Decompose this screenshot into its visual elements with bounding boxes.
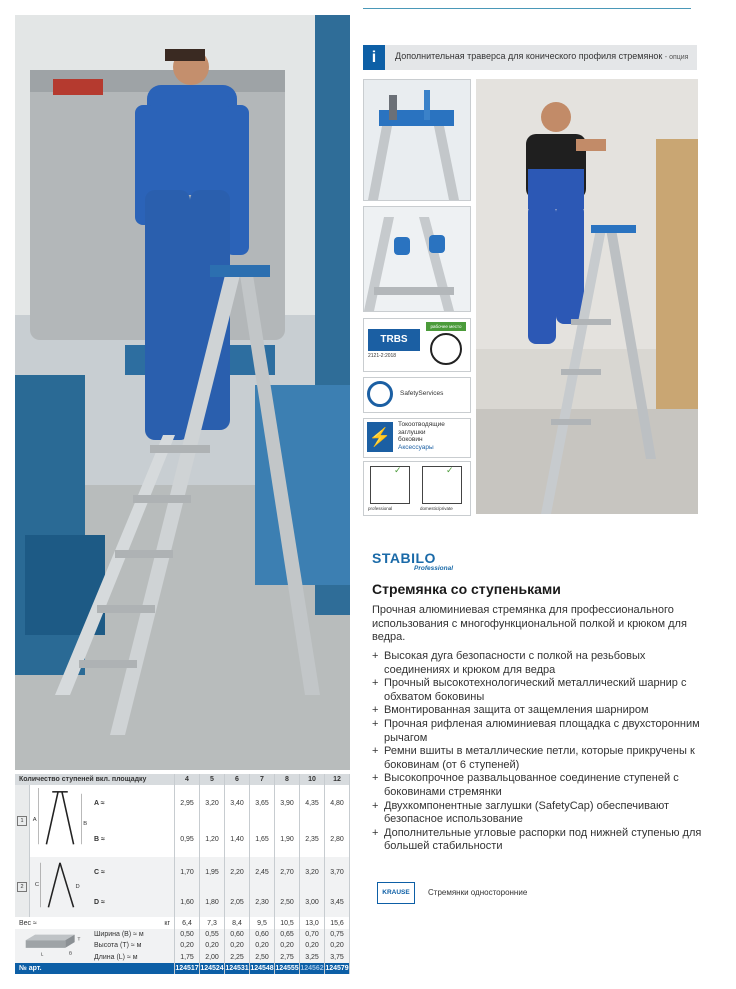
dim-a: A <box>32 816 37 823</box>
cell: 2,30 <box>250 887 275 917</box>
cell: 0,70 <box>300 929 325 940</box>
product-title: Стремянка со ступеньками <box>372 581 561 597</box>
group-2 <box>15 857 30 917</box>
group-2-number: 2 <box>17 882 27 892</box>
dim-b: B <box>83 820 88 827</box>
thumb-platform <box>363 206 471 312</box>
use-domestic: domestic/private <box>420 506 453 511</box>
cell: 1,80 <box>200 887 225 917</box>
cell: 0,50 <box>175 929 200 940</box>
secondary-photo <box>476 79 698 514</box>
step-count: 6 <box>225 774 250 785</box>
pack-label-text: Ширина (B) ≈ <box>94 931 137 939</box>
cell: 2,50 <box>250 952 275 963</box>
trbs-sub: 2121-2:2018 <box>368 353 397 359</box>
conductive-line2: заглушки <box>398 428 426 436</box>
safety-services-icon <box>367 381 393 407</box>
conductive-line1: Токоотводящие <box>398 421 445 428</box>
weight-label <box>15 917 175 929</box>
trbs-note: рабочее место <box>426 322 466 331</box>
weight-label-text: Вес ≈ <box>19 919 37 927</box>
cell: 2,70 <box>275 857 300 887</box>
cell: 1,20 <box>200 821 225 857</box>
step-count: 7 <box>250 774 275 785</box>
table-header-row <box>15 774 350 785</box>
cell: 3,90 <box>275 785 300 821</box>
safety-services-label: SafetyServices <box>400 390 444 397</box>
cell: 0,20 <box>300 940 325 951</box>
feature-item: + Высокопрочное развальцованное соединение ступеней с боковинами стремянки <box>372 772 712 799</box>
cell: 3,40 <box>225 785 250 821</box>
safety-services <box>363 377 471 413</box>
dim-l: L <box>40 951 43 957</box>
info-caption: Дополнительная траверса для конического профиля стремянок <box>395 51 663 61</box>
pack-label <box>90 940 175 951</box>
cell: 0,60 <box>225 929 250 940</box>
cell: 1,75 <box>175 952 200 963</box>
ladder-diagram-1 <box>30 785 91 857</box>
cell: 0,65 <box>275 929 300 940</box>
usage-icons <box>363 461 471 516</box>
cell: 7,3 <box>200 917 225 929</box>
cell: 3,20 <box>200 785 225 821</box>
article-label: № арт. <box>15 963 175 974</box>
cell: 2,75 <box>275 952 300 963</box>
info-text <box>395 51 688 61</box>
feature-item: + Прочная рифленая алюминиевая площадка с двухсторонним рычагом <box>372 718 712 745</box>
cell: 0,20 <box>175 940 200 951</box>
use-professional: professional <box>368 506 393 511</box>
feature-item: + Двухкомпонентные заглушки (SafetyCap) обеспечивают безопасное использование <box>372 800 712 827</box>
pack-label <box>90 929 175 940</box>
top-rule <box>363 8 691 9</box>
worker-icon <box>430 333 462 365</box>
cell: 0,55 <box>200 929 225 940</box>
conductive-line3: боковин <box>398 436 423 443</box>
cell: 0,20 <box>325 940 350 951</box>
dim-t: T <box>76 936 80 942</box>
row-label-c: C ≈ <box>90 857 175 887</box>
cell: 13,0 <box>300 917 325 929</box>
weight-unit: кг <box>164 919 170 927</box>
cell: 10,5 <box>275 917 300 929</box>
pack-label <box>90 952 175 963</box>
cell: 2,25 <box>225 952 250 963</box>
feature-item: + Прочный высокотехнологический металлический шарнир с обхватом боковины <box>372 677 712 704</box>
cell: 4,35 <box>300 785 325 821</box>
pack-label-text: Длина (L) ≈ <box>94 953 131 961</box>
conductive-caps <box>363 418 471 458</box>
cell: 0,20 <box>225 940 250 951</box>
pack-unit: м <box>138 931 144 939</box>
brand-sub: Professional <box>414 565 454 572</box>
feature-list <box>372 650 712 854</box>
krause-caption: Стремянки односторонние <box>428 888 528 897</box>
cell: 0,20 <box>275 940 300 951</box>
table-row <box>15 917 350 929</box>
product-lead: Прочная алюминиевая стремянка для профессионального использования с многофункциональной полкой и крюком для ведра. <box>372 604 687 643</box>
check-icon: ✓ <box>394 465 402 475</box>
cell: 6,4 <box>175 917 200 929</box>
cell: 1,95 <box>200 857 225 887</box>
brand-logo: STABILO <box>372 550 436 566</box>
cell: 3,75 <box>325 952 350 963</box>
article-number: 124524 <box>200 965 224 972</box>
row-label-a: A ≈ <box>90 785 175 821</box>
lightning-icon: ⚡ <box>367 422 393 452</box>
cell: 1,70 <box>175 857 200 887</box>
feature-item: + Ремни вшиты в металлические петли, которые прикручены к боковинам (от 6 ступеней) <box>372 745 712 772</box>
cell: 2,05 <box>225 887 250 917</box>
trbs-logo: TRBS <box>368 329 420 351</box>
article-number: 124517 <box>175 965 199 972</box>
group-1-number: 1 <box>17 816 27 826</box>
feature-item: + Дополнительные угловые распорки под нижней ступенью для большей стабильности <box>372 827 712 854</box>
pack-unit: м <box>132 953 138 961</box>
cell: 4,80 <box>325 785 350 821</box>
pack-label-text: Высота (T) ≈ <box>94 942 135 950</box>
main-photo <box>15 15 350 770</box>
spec-table <box>15 774 350 974</box>
cell: 2,95 <box>175 785 200 821</box>
info-icon: i <box>363 45 385 70</box>
cell: 2,20 <box>225 857 250 887</box>
table-row <box>15 785 350 821</box>
table-row <box>15 857 350 887</box>
domestic-icon <box>422 466 462 504</box>
check-icon: ✓ <box>446 465 454 475</box>
article-number: 124555 <box>275 965 299 972</box>
cell: 1,40 <box>225 821 250 857</box>
cell: 2,80 <box>325 821 350 857</box>
cell: 3,00 <box>300 887 325 917</box>
cell: 9,5 <box>250 917 275 929</box>
cell: 3,25 <box>300 952 325 963</box>
group-1 <box>15 785 30 857</box>
package-diagram <box>15 929 90 963</box>
cell: 8,4 <box>225 917 250 929</box>
cell: 2,45 <box>250 857 275 887</box>
cell: 1,90 <box>275 821 300 857</box>
row-label-d: D ≈ <box>90 887 175 917</box>
cell: 3,65 <box>250 785 275 821</box>
pack-unit: м <box>136 942 142 950</box>
krause-logo: KRAUSE <box>377 882 415 904</box>
article-number: 124579 <box>325 965 349 972</box>
step-count: 4 <box>175 774 200 785</box>
cell: 3,70 <box>325 857 350 887</box>
step-count: 8 <box>275 774 300 785</box>
cell: 2,00 <box>200 952 225 963</box>
cell: 2,35 <box>300 821 325 857</box>
dim-c: C <box>34 882 40 888</box>
feature-item: + Высокая дуга безопасности с полкой на резьбовых соединениях и крюком для ведра <box>372 650 712 677</box>
step-count: 5 <box>200 774 225 785</box>
article-number: 124562 <box>300 965 324 972</box>
thumb-tool-tray <box>363 79 471 201</box>
cell: 0,75 <box>325 929 350 940</box>
step-count: 10 <box>300 774 325 785</box>
conductive-text <box>398 421 445 451</box>
article-number: 124531 <box>225 965 249 972</box>
article-row <box>15 963 350 974</box>
cell: 2,50 <box>275 887 300 917</box>
professional-icon <box>370 466 410 504</box>
info-option: - опция <box>664 54 689 61</box>
row-label-b: B ≈ <box>90 821 175 857</box>
table-row <box>15 929 350 940</box>
cell: 15,6 <box>325 917 350 929</box>
cell: 1,60 <box>175 887 200 917</box>
conductive-line4: Аксессуары <box>398 443 434 451</box>
cell: 0,60 <box>250 929 275 940</box>
article-number: 124548 <box>250 965 274 972</box>
trbs-badge <box>363 318 471 372</box>
cell: 0,95 <box>175 821 200 857</box>
steps-header: Количество ступеней вкл. площадку <box>15 774 175 785</box>
cell: 3,45 <box>325 887 350 917</box>
cell: 3,20 <box>300 857 325 887</box>
dim-d: D <box>75 883 80 890</box>
dim-bb: B <box>68 950 72 956</box>
ladder-diagram-2 <box>30 857 91 917</box>
cell: 0,20 <box>250 940 275 951</box>
step-count: 12 <box>325 774 350 785</box>
cell: 0,20 <box>200 940 225 951</box>
feature-item: + Вмонтированная защита от защемления шарниром <box>372 704 712 718</box>
cell: 1,65 <box>250 821 275 857</box>
